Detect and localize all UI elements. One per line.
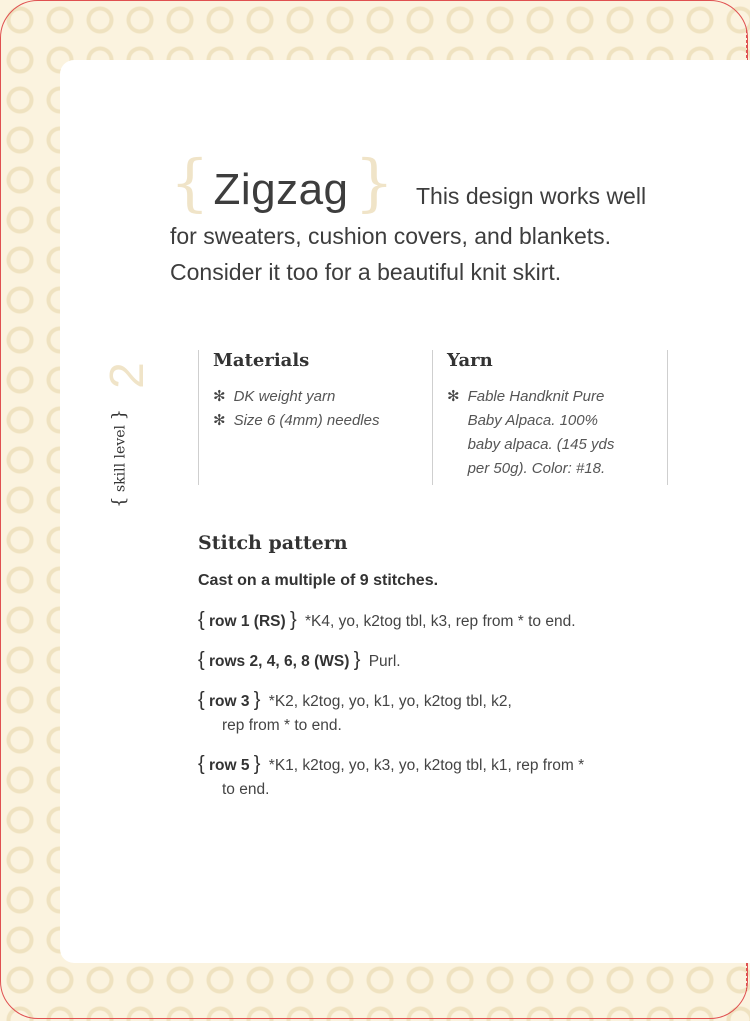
materials-column bbox=[198, 350, 432, 485]
row-open-brace: { bbox=[198, 753, 205, 775]
row-label: row 3 bbox=[209, 693, 250, 710]
cast-on-instruction: Cast on a multiple of 9 stitches. bbox=[198, 572, 439, 589]
row-instruction-continued: to end. bbox=[222, 781, 270, 798]
title-close-brace: } bbox=[354, 146, 394, 219]
list-item: ✻ DK weight yarn bbox=[213, 385, 432, 409]
row-label: row 1 (RS) bbox=[209, 613, 286, 630]
yarn-heading: Yarn bbox=[447, 350, 493, 371]
row-instruction-continued: rep from * to end. bbox=[222, 717, 342, 734]
intro-line-3: Consider it too for a beautiful knit skirt. bbox=[170, 259, 562, 285]
skill-close-brace: } bbox=[108, 409, 130, 421]
skill-level bbox=[86, 348, 176, 518]
row-close-brace: } bbox=[253, 689, 261, 711]
title-line bbox=[170, 146, 690, 219]
materials-heading: Materials bbox=[213, 350, 310, 371]
row-close-brace: } bbox=[289, 609, 297, 631]
intro-lead: This design works well bbox=[415, 183, 647, 209]
yarn-column bbox=[432, 350, 668, 485]
yarn-list bbox=[447, 385, 667, 481]
pattern-row bbox=[198, 608, 668, 634]
intro-line-2: for sweaters, cushion covers, and blankets. bbox=[170, 223, 612, 249]
row-label: row 5 bbox=[209, 757, 250, 774]
row-instruction: *K4, yo, k2tog tbl, k3, rep from * to end. bbox=[304, 613, 576, 630]
row-instruction: Purl. bbox=[368, 653, 401, 670]
skill-open-brace: { bbox=[108, 496, 130, 508]
row-instruction: *K2, k2tog, yo, k1, yo, k2tog tbl, k2, bbox=[268, 693, 512, 710]
row-open-brace: { bbox=[198, 649, 205, 671]
skill-level-text: skill level bbox=[112, 425, 129, 492]
row-open-brace: { bbox=[198, 689, 205, 711]
asterisk-icon: ✻ bbox=[447, 388, 460, 405]
row-close-brace: } bbox=[353, 649, 361, 671]
list-item bbox=[447, 385, 667, 481]
pattern-row bbox=[198, 752, 668, 802]
asterisk-icon: ✻ bbox=[213, 388, 226, 405]
row-open-brace: { bbox=[198, 609, 205, 631]
materials-list bbox=[213, 385, 432, 433]
asterisk-icon: ✻ bbox=[213, 412, 226, 429]
skill-level-label bbox=[109, 404, 130, 514]
pattern-title: Zigzag bbox=[213, 165, 349, 214]
pattern-row bbox=[198, 688, 668, 738]
stitch-pattern-heading: Stitch pattern bbox=[198, 532, 348, 554]
row-close-brace: } bbox=[253, 753, 261, 775]
stitch-pattern-section bbox=[198, 532, 668, 816]
yarn-description: Fable Handknit Pure Baby Alpaca. 100% baby alpaca. (145 yds per 50g). Color: #18. bbox=[467, 388, 615, 477]
row-instruction: *K1, k2tog, yo, k3, yo, k2tog tbl, k1, rep from * bbox=[268, 757, 585, 774]
intro-block bbox=[170, 146, 690, 290]
row-label: rows 2, 4, 6, 8 (WS) bbox=[209, 653, 350, 670]
list-item: ✻ Size 6 (4mm) needles bbox=[213, 409, 432, 433]
skill-level-number: 2 bbox=[100, 362, 154, 389]
pattern-row bbox=[198, 648, 668, 674]
title-open-brace: { bbox=[170, 146, 210, 219]
